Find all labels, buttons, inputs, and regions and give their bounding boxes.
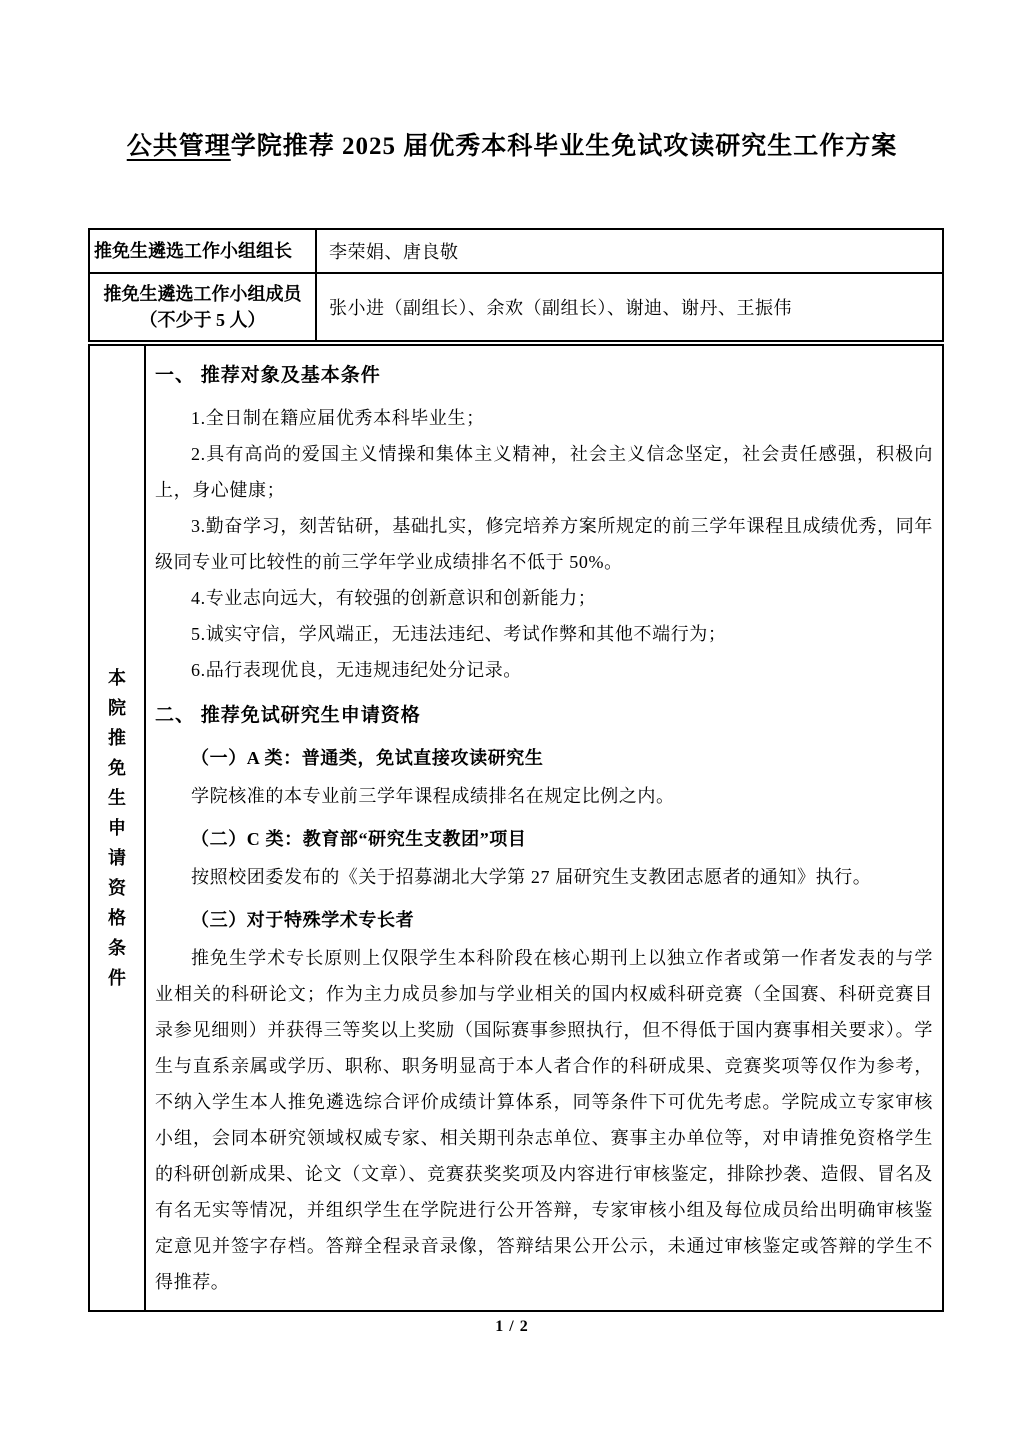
section1-item2: 2.具有高尚的爱国主义情操和集体主义精神，社会主义信念坚定，社会责任感强，积极向上，身心健康；	[155, 444, 933, 500]
group-members-label	[89, 273, 316, 341]
section1-item3: 3.勤奋学习，刻苦钻研，基础扎实，修完培养方案所规定的前三学年课程且成绩优秀，同年级同专业可比较性的前三学年学业成绩排名不低于 50%。	[155, 516, 933, 572]
workgroup-info-table	[88, 228, 944, 342]
section2-sub2-heading: （二）C 类：教育部“研究生支教团”项目	[191, 829, 527, 849]
section2-sub3-heading: （三）对于特殊学术专长者	[191, 910, 415, 930]
title-underlined-part: 公共管理	[126, 133, 231, 160]
section2-heading: 二、 推荐免试研究生申请资格	[155, 705, 421, 726]
section1-item5: 5.诚实守信，学风端正，无违法违纪、考试作弊和其他不端行为；	[191, 624, 727, 644]
table-row	[89, 345, 943, 1311]
conditions-side-header-text: 本院推免生申请资格条件	[108, 668, 126, 988]
section2-sub2-body: 按照校团委发布的《关于招募湖北大学第 27 届研究生支教团志愿者的通知》执行。	[191, 867, 872, 887]
conditions-content	[145, 345, 943, 1311]
section2-sub1-heading: （一）A 类：普通类，免试直接攻读研究生	[191, 748, 544, 768]
group-leader-value: 李荣娟、唐良敬	[316, 229, 943, 273]
title-rest-part: 学院推荐 2025 届优秀本科毕业生免试攻读研究生工作方案	[230, 133, 898, 160]
group-leader-label: 推免生遴选工作小组组长	[89, 229, 316, 273]
page-title	[0, 126, 1024, 162]
group-members-value: 张小进（副组长）、余欢（副组长）、谢迪、谢丹、王振伟	[316, 273, 943, 341]
application-conditions-table	[88, 344, 944, 1312]
section2-sub1-body: 学院核准的本专业前三学年课程成绩排名在规定比例之内。	[191, 786, 675, 806]
section1-item1: 1.全日制在籍应届优秀本科毕业生；	[191, 408, 485, 428]
group-members-label-line2: （不少于 5 人）	[139, 310, 266, 330]
section1-item4: 4.专业志向远大，有较强的创新意识和创新能力；	[191, 588, 597, 608]
section1-item6: 6.品行表现优良，无违规违纪处分记录。	[191, 660, 522, 680]
section1-heading: 一、 推荐对象及基本条件	[155, 365, 381, 386]
conditions-side-header	[89, 345, 145, 1311]
group-members-label-line1: 推免生遴选工作小组成员	[103, 284, 302, 304]
page-number: 1 / 2	[495, 1318, 529, 1335]
section2-sub3-body: 推免生学术专长原则上仅限学生本科阶段在核心期刊上以独立作者或第一作者发表的与学业相关的科研论文；作为主力成员参加与学业相关的国内权威科研竞赛（全国赛、科研竞赛目录参见细则）并获得三等奖以上奖励（国际赛事参照执行，但不得低于国内赛事相关要求）。学生与直系亲属或学历、职称、职务明显高于本人者合作的科研成果、竞赛奖项等仅作为参考，不纳入学生本人推免遴选综合评价成绩计算体系，同等条件下可优先考虑。学院成立专家审核小组，会同本研究领域权威专家、相关期刊杂志单位、赛事主办单位等，对申请推免资格学生的科研创新成果、论文（文章）、竞赛获奖奖项及内容进行审核鉴定，排除抄袭、造假、冒名及有名无实等情况，并组织学生在学院进行公开答辩，专家审核小组及每位成员给出明确审核鉴定意见并签字存档。答辩全程录音录像，答辩结果公开公示，未通过审核鉴定或答辩的学生不得推荐。	[155, 948, 933, 1292]
table-row	[89, 273, 943, 341]
table-row	[89, 229, 943, 273]
